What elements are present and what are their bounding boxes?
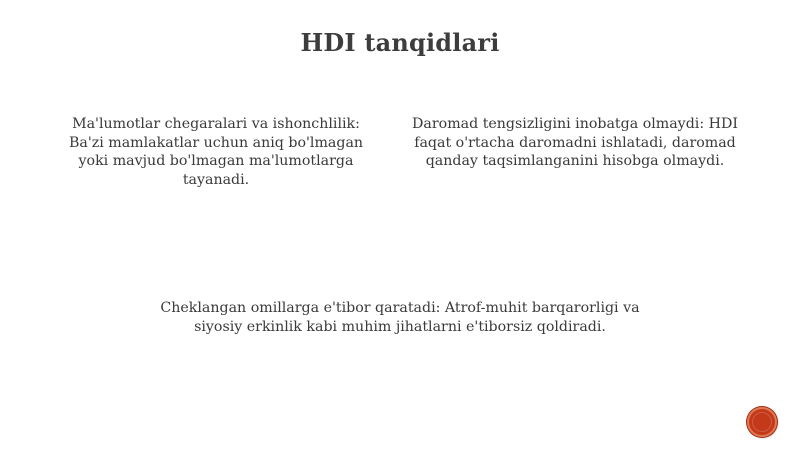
nav-circle-icon xyxy=(752,412,772,432)
point-data-limits: Ma'lumotlar chegaralari va ishonchlilik: Ba'zi mamlakatlar uchun aniq bo'lmagan yoki mavjud bo'lmagan ma'lumotlarga tayanadi. xyxy=(68,116,364,188)
slide-nav-button[interactable] xyxy=(747,407,777,437)
slide-title: HDI tanqidlari xyxy=(300,28,500,57)
point-income-inequality: Daromad tengsizligini inobatga olmaydi: HDI faqat o'rtacha daromadni ishlatadi, daromad qanday taqsimlanganini hisobga olmaydi. xyxy=(412,116,738,169)
point-limited-factors: Cheklangan omillarga e'tibor qaratadi: Atrof-muhit barqarorligi va siyosiy erkinlik kabi muhim jihatlarni e'tiborsiz qoldiradi. xyxy=(160,300,640,335)
